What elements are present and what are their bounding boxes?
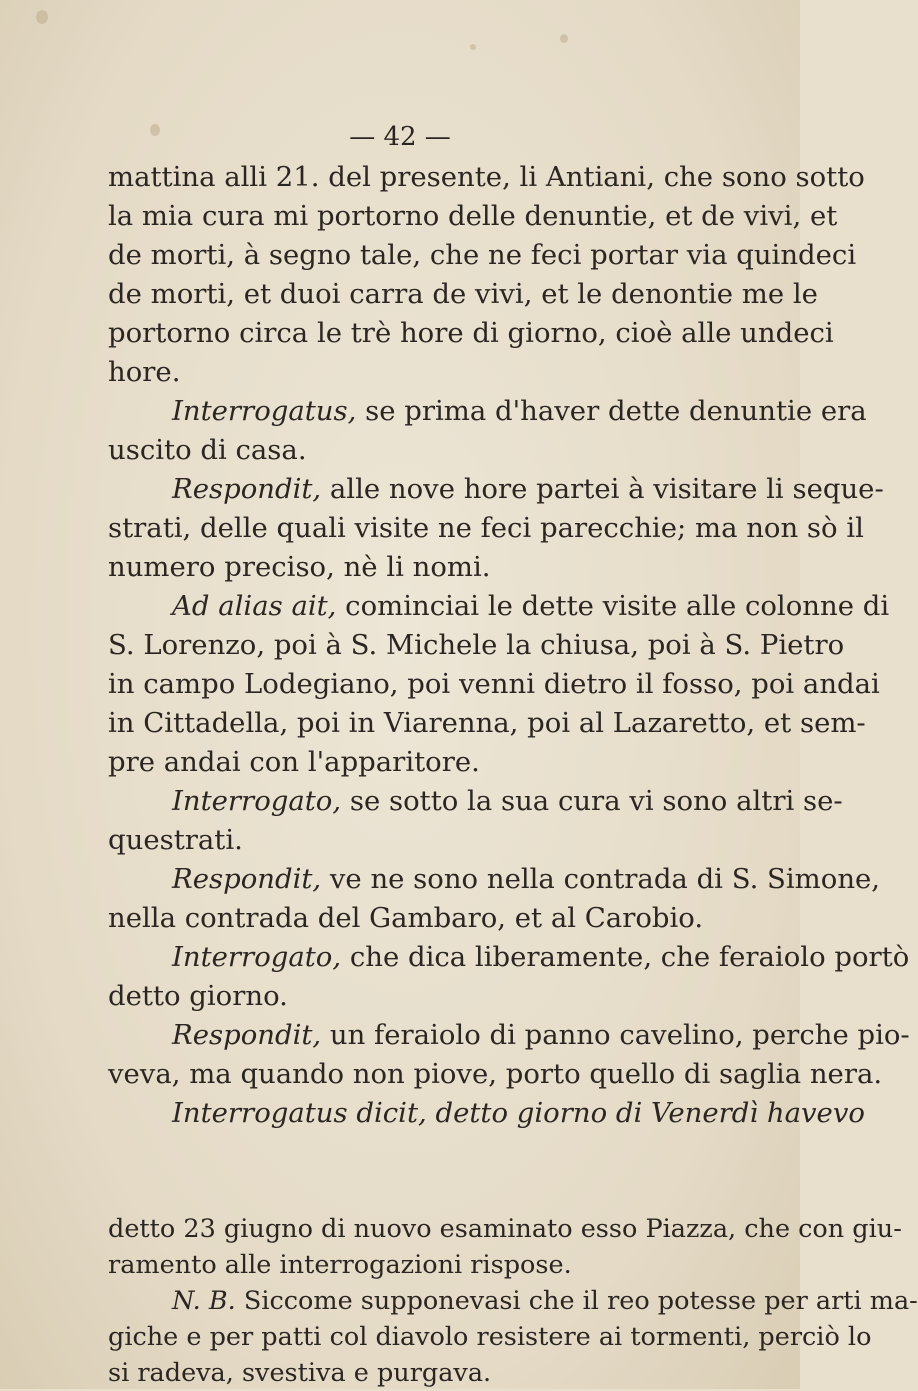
text-line: pre andai con l'apparitore.	[108, 746, 480, 778]
text-line: de morti, à segno tale, che ne feci portar via quindeci	[108, 239, 857, 271]
text-line: strati, delle quali visite ne feci parecchie; ma non sò il	[108, 512, 864, 544]
text-line: de morti, et duoi carra de vivi, et le denontie me le	[108, 278, 818, 310]
text-line: ramento alle interrogazioni rispose.	[108, 1250, 572, 1280]
text-line: portorno circa le trè hore di giorno, cioè alle undeci	[108, 317, 834, 349]
text-line: Interrogato, che dica liberamente, che feraiolo portò	[172, 941, 910, 973]
note-label: N. B.	[172, 1286, 236, 1316]
text-line: la mia cura mi portorno delle denuntie, et de vivi, et	[108, 200, 838, 232]
foxing-spot	[36, 10, 48, 24]
text-line: Interrogato, se sotto la sua cura vi sono altri se-	[172, 785, 843, 817]
text-line: si radeva, svestiva e purgava.	[108, 1358, 492, 1388]
text-line: uscito di casa.	[108, 434, 307, 466]
page-text	[108, 158, 918, 1391]
text-line: numero preciso, nè li nomi.	[108, 551, 491, 583]
speaker-label: Interrogato,	[172, 941, 342, 973]
section-gap	[108, 1133, 764, 1211]
text-line: giche e per patti col diavolo resistere ai tormenti, perciò lo	[108, 1322, 872, 1352]
text-line: questrati.	[108, 824, 243, 856]
text-line: in campo Lodegiano, poi venni dietro il fosso, poi andai	[108, 668, 880, 700]
text-line: nella contrada del Gambaro, et al Carobio.	[108, 902, 704, 934]
text-line: detto giorno.	[108, 980, 288, 1012]
text-line: Respondit, un feraiolo di panno cavelino, perche pio-	[172, 1019, 910, 1051]
text-line: hore.	[108, 356, 181, 388]
text-line: in Cittadella, poi in Viarenna, poi al Lazaretto, et sem-	[108, 707, 866, 739]
text-line: S. Lorenzo, poi à S. Michele la chiusa, poi à S. Pietro	[108, 629, 845, 661]
speaker-label: Respondit,	[172, 1019, 322, 1051]
text-line: Respondit, ve ne sono nella contrada di S. Simone,	[172, 863, 881, 895]
text-line: mattina alli 21. del presente, li Antiani, che sono sotto	[108, 161, 865, 193]
text-line	[108, 1094, 865, 1133]
speaker-label: Respondit,	[172, 473, 322, 505]
interrogation-line: Interrogatus dicit, detto giorno di Venerdì havevo	[172, 1097, 865, 1129]
text-line: Ad alias ait, cominciai le dette visite alle colonne di	[172, 590, 890, 622]
page-number: — 42 —	[349, 122, 451, 152]
foxing-spot	[470, 44, 476, 50]
text-line: Interrogatus, se prima d'haver dette denuntie era	[172, 395, 867, 427]
text-line: N. B. Siccome supponevasi che il reo potesse per arti ma-	[172, 1286, 918, 1316]
speaker-label: Interrogato,	[172, 785, 342, 817]
speaker-label: Interrogatus,	[172, 395, 357, 427]
text-line: Respondit, alle nove hore partei à visitare li seque-	[172, 473, 884, 505]
text-line: veva, ma quando non piove, porto quello di saglia nera.	[108, 1058, 883, 1090]
speaker-label: Respondit,	[172, 863, 322, 895]
foxing-spot	[560, 34, 568, 43]
text-line: detto 23 giugno di nuovo esaminato esso Piazza, che con giu-	[108, 1214, 902, 1244]
speaker-label: Ad alias ait,	[172, 590, 337, 622]
